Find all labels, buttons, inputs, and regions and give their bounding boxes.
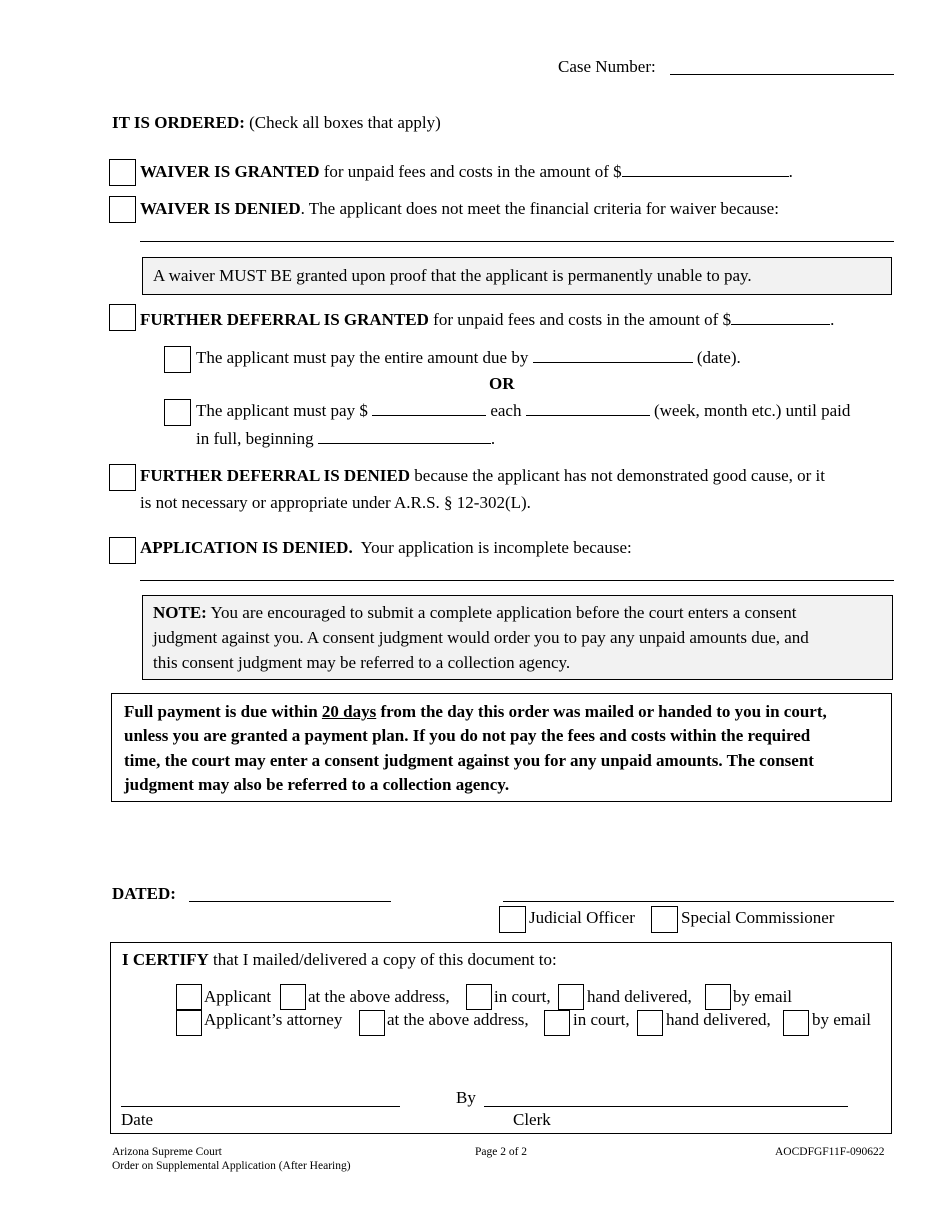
judge-signature-line[interactable]: [503, 901, 894, 902]
order-heading: IT IS ORDERED: (Check all boxes that apply): [112, 113, 441, 132]
waiver-denied-checkbox[interactable]: [109, 196, 136, 223]
payment-line-1: Full payment is due within 20 days from the day this order was mailed or handed to you in court,: [124, 702, 827, 721]
waiver-denied-text: WAIVER IS DENIED. The applicant does not meet the financial criteria for waiver because:: [140, 199, 779, 218]
applicant-label: Applicant: [204, 987, 272, 1006]
certify-heading: I CERTIFY that I mailed/delivered a copy of this document to:: [122, 950, 557, 969]
installment-amount-field[interactable]: [372, 401, 486, 416]
pay-entire-date-field[interactable]: [533, 348, 693, 363]
pay-installment-line2: in full, beginning .: [196, 429, 496, 448]
waiver-note-box: [142, 257, 892, 295]
case-number-field[interactable]: [670, 74, 894, 75]
deferral-denied-checkbox[interactable]: [109, 464, 136, 491]
application-denied-checkbox[interactable]: [109, 537, 136, 564]
payment-line-4: judgment may also be referred to a collection agency.: [124, 775, 510, 794]
waiver-granted-text: WAIVER IS GRANTED for unpaid fees and costs in the amount of $ .: [140, 162, 793, 181]
judicial-officer-checkbox[interactable]: [499, 906, 526, 933]
footer-form-title: Order on Supplemental Application (After Hearing): [112, 1160, 351, 1172]
deferral-granted-text: FURTHER DEFERRAL IS GRANTED for unpaid fees and costs in the amount of $ .: [140, 310, 835, 329]
attorney-checkbox[interactable]: [176, 1010, 202, 1036]
judicial-officer-label: Judicial Officer: [529, 908, 635, 927]
certify-date-line[interactable]: [121, 1106, 400, 1107]
waiver-granted-checkbox[interactable]: [109, 159, 136, 186]
pay-entire-text: The applicant must pay the entire amount due by (date).: [196, 348, 741, 367]
note-line-1: NOTE: You are encouraged to submit a complete application before the court enters a consent: [153, 603, 797, 622]
deferral-granted-checkbox[interactable]: [109, 304, 136, 331]
applicant-hand-label: hand delivered,: [587, 987, 692, 1006]
note-line-3: this consent judgment may be referred to a collection agency.: [153, 653, 571, 672]
pay-entire-checkbox[interactable]: [164, 346, 191, 373]
attorney-hand-label: hand delivered,: [666, 1010, 771, 1029]
applicant-in-court-label: in court,: [494, 987, 551, 1006]
attorney-in-court-checkbox[interactable]: [544, 1010, 570, 1036]
payment-line-3: time, the court may enter a consent judgment against you for any unpaid amounts. The consent: [124, 751, 814, 770]
deferral-amount-field[interactable]: [731, 310, 830, 325]
applicant-in-court-checkbox[interactable]: [466, 984, 492, 1010]
footer-form-code: AOCDFGF11F-090622: [775, 1146, 885, 1158]
payment-line-2: unless you are granted a payment plan. If you do not pay the fees and costs within the required: [124, 726, 811, 745]
application-denied-reason-field[interactable]: [140, 580, 894, 581]
applicant-address-label: at the above address,: [308, 987, 450, 1006]
applicant-address-checkbox[interactable]: [280, 984, 306, 1010]
application-denied-text: APPLICATION IS DENIED. Your application is incomplete because:: [140, 538, 632, 557]
case-number-label: Case Number:: [558, 57, 656, 76]
footer-court: Arizona Supreme Court: [112, 1146, 222, 1158]
attorney-email-label: by email: [812, 1010, 872, 1029]
applicant-checkbox[interactable]: [176, 984, 202, 1010]
installment-period-field[interactable]: [526, 401, 650, 416]
dated-field[interactable]: [189, 901, 391, 902]
special-commissioner-label: Special Commissioner: [681, 908, 835, 927]
waiver-amount-field[interactable]: [622, 162, 789, 177]
attorney-label: Applicant’s attorney: [204, 1010, 343, 1029]
applicant-hand-checkbox[interactable]: [558, 984, 584, 1010]
pay-installment-checkbox[interactable]: [164, 399, 191, 426]
footer-page: Page 2 of 2: [475, 1146, 528, 1158]
pay-installment-text: The applicant must pay $ each (week, month etc.) until paid: [196, 401, 851, 420]
dated-label: DATED:: [112, 884, 176, 903]
note-box: [142, 595, 893, 680]
special-commissioner-checkbox[interactable]: [651, 906, 678, 933]
payment-notice-box: [111, 693, 892, 802]
waiver-note-text: A waiver MUST BE granted upon proof that the applicant is permanently unable to pay.: [153, 266, 752, 285]
date-label: Date: [121, 1110, 154, 1129]
clerk-label: Clerk: [513, 1110, 551, 1129]
attorney-hand-checkbox[interactable]: [637, 1010, 663, 1036]
by-label: By: [456, 1088, 476, 1107]
attorney-in-court-label: in court,: [573, 1010, 630, 1029]
clerk-signature-line[interactable]: [484, 1106, 848, 1107]
installment-start-field[interactable]: [318, 429, 491, 444]
attorney-email-checkbox[interactable]: [783, 1010, 809, 1036]
waiver-denied-reason-field[interactable]: [140, 241, 894, 242]
attorney-address-label: at the above address,: [387, 1010, 529, 1029]
attorney-address-checkbox[interactable]: [359, 1010, 385, 1036]
applicant-email-checkbox[interactable]: [705, 984, 731, 1010]
note-line-2: judgment against you. A consent judgment would order you to pay any unpaid amounts due, and: [153, 628, 809, 647]
applicant-email-label: by email: [733, 987, 793, 1006]
deferral-denied-text: FURTHER DEFERRAL IS DENIED because the applicant has not demonstrated good cause, or it: [140, 466, 825, 485]
deferral-denied-line2: is not necessary or appropriate under A.R.S. § 12-302(L).: [140, 493, 531, 512]
certify-box: [110, 942, 892, 1134]
or-label: OR: [489, 374, 515, 393]
